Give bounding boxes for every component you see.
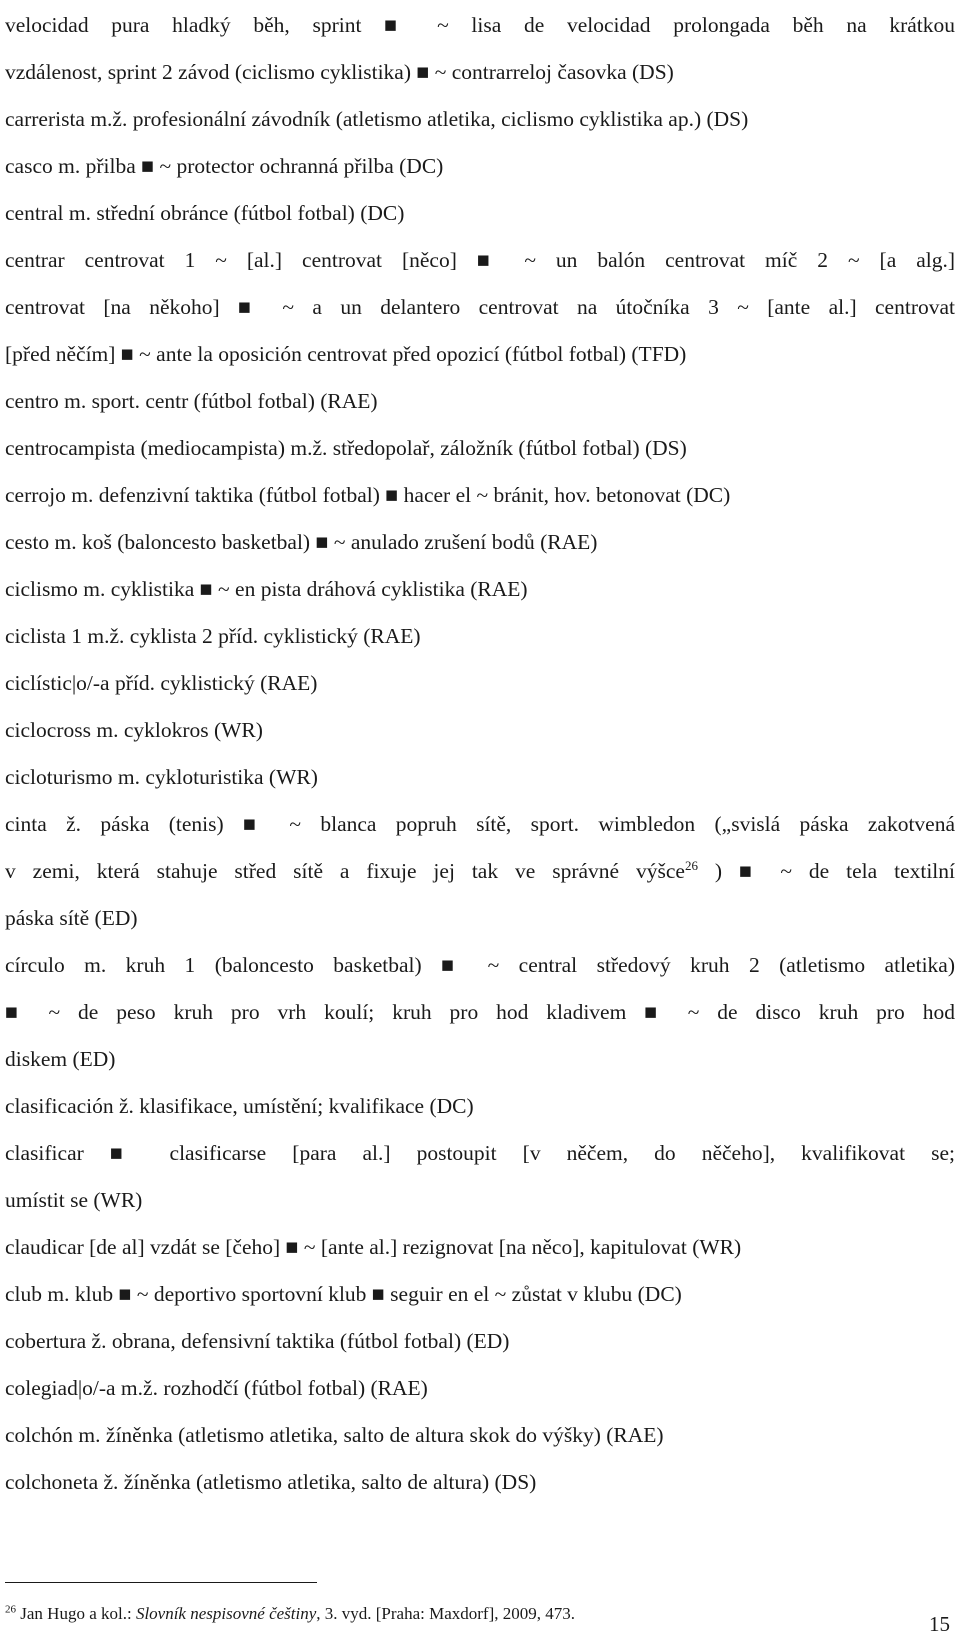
page-number: 15 bbox=[929, 1612, 950, 1636]
entry-line: casco m. přilba ■ ~ protector ochranná přilba (DC) bbox=[5, 154, 444, 178]
entry-line: carrerista m.ž. profesionální závodník (atletismo atletika, ciclismo cyklistika ap.) (DS) bbox=[5, 107, 749, 131]
entry-line: ■ ~ de peso kruh pro vrh koulí; kruh pro hod kladivem ■ ~ de disco kruh pro hod bbox=[5, 1000, 955, 1024]
entry-line: ciclocross m. cyklokros (WR) bbox=[5, 718, 263, 742]
glossary-entries bbox=[5, 2, 955, 1506]
entry-line: colchón m. žíněnka (atletismo atletika, salto de altura skok do výšky) (RAE) bbox=[5, 1423, 664, 1447]
entry-line: cicloturismo m. cykloturistika (WR) bbox=[5, 765, 318, 789]
entry-line: páska sítě (ED) bbox=[5, 906, 138, 930]
entry-line: colegiad|o/-a m.ž. rozhodčí (fútbol fotbal) (RAE) bbox=[5, 1376, 428, 1400]
entry-line: claudicar [de al] vzdát se [čeho] ■ ~ [ante al.] rezignovat [na něco], kapitulovat (WR) bbox=[5, 1235, 742, 1259]
entry-line: [před něčím] ■ ~ ante la oposición centrovat před opozicí (fútbol fotbal) (TFD) bbox=[5, 342, 687, 366]
footnote bbox=[5, 1604, 575, 1624]
entry-line: central m. střední obránce (fútbol fotbal) (DC) bbox=[5, 201, 405, 225]
entry-text: v zemi, která stahuje střed sítě a fixuje jej tak ve správné výšce bbox=[5, 859, 685, 883]
entry-line: centrovat [na někoho] ■ ~ a un delantero centrovat na útočníka 3 ~ [ante al.] centrovat bbox=[5, 295, 955, 319]
entry-line: velocidad pura hladký běh, sprint ■ ~ lisa de velocidad prolongada běh na krátkou bbox=[5, 13, 955, 37]
entry-text-tail: ) ■ ~ de tela textilní bbox=[714, 859, 955, 883]
entry-line: club m. klub ■ ~ deportivo sportovní klub ■ seguir en el ~ zůstat v klubu (DC) bbox=[5, 1282, 682, 1306]
entry-line: centrar centrovat 1 ~ [al.] centrovat [něco] ■ ~ un balón centrovat míč 2 ~ [a alg.] bbox=[5, 248, 955, 272]
footnote-author: Jan Hugo a kol.: bbox=[20, 1604, 136, 1623]
entry-line: cesto m. koš (baloncesto basketbal) ■ ~ anulado zrušení bodů (RAE) bbox=[5, 530, 598, 554]
entry-line: ciclístic|o/-a příd. cyklistický (RAE) bbox=[5, 671, 318, 695]
entry-line: clasificación ž. klasifikace, umístění; kvalifikace (DC) bbox=[5, 1094, 474, 1118]
entry-line: colchoneta ž. žíněnka (atletismo atletika, salto de altura) (DS) bbox=[5, 1470, 537, 1494]
footnote-details: , 3. vyd. [Praha: Maxdorf], 2009, 473. bbox=[316, 1604, 576, 1623]
entry-line: clasificar ■ clasificarse [para al.] postoupit [v něčem, do něčeho], kvalifikovat se; bbox=[5, 1141, 955, 1165]
entry-line: centro m. sport. centr (fútbol fotbal) (RAE) bbox=[5, 389, 378, 413]
footnote-title: Slovník nespisovné češtiny bbox=[135, 1604, 317, 1623]
entry-line: umístit se (WR) bbox=[5, 1188, 143, 1212]
entry-line: cerrojo m. defenzivní taktika (fútbol fotbal) ■ hacer el ~ bránit, hov. betonovat (DC) bbox=[5, 483, 731, 507]
entry-line-with-footnote bbox=[5, 848, 955, 895]
entry-line: ciclista 1 m.ž. cyklista 2 příd. cyklistický (RAE) bbox=[5, 624, 421, 648]
entry-line: vzdálenost, sprint 2 závod (ciclismo cyklistika) ■ ~ contrarreloj časovka (DS) bbox=[5, 60, 674, 84]
entry-line: cobertura ž. obrana, defensivní taktika (fútbol fotbal) (ED) bbox=[5, 1329, 510, 1353]
footnote-ref: 26 bbox=[684, 857, 698, 873]
footnote-number: 26 bbox=[5, 1603, 16, 1616]
entry-line: centrocampista (mediocampista) m.ž. středopolař, záložník (fútbol fotbal) (DS) bbox=[5, 436, 687, 460]
entry-line: ciclismo m. cyklistika ■ ~ en pista dráhová cyklistika (RAE) bbox=[5, 577, 528, 601]
entry-line: diskem (ED) bbox=[5, 1047, 116, 1071]
footnote-divider bbox=[5, 1582, 317, 1583]
entry-line: cinta ž. páska (tenis) ■ ~ blanca popruh sítě, sport. wimbledon („svislá páska zakotvená bbox=[5, 812, 955, 836]
entry-line: círculo m. kruh 1 (baloncesto basketbal) ■ ~ central středový kruh 2 (atletismo atletika) bbox=[5, 953, 955, 977]
